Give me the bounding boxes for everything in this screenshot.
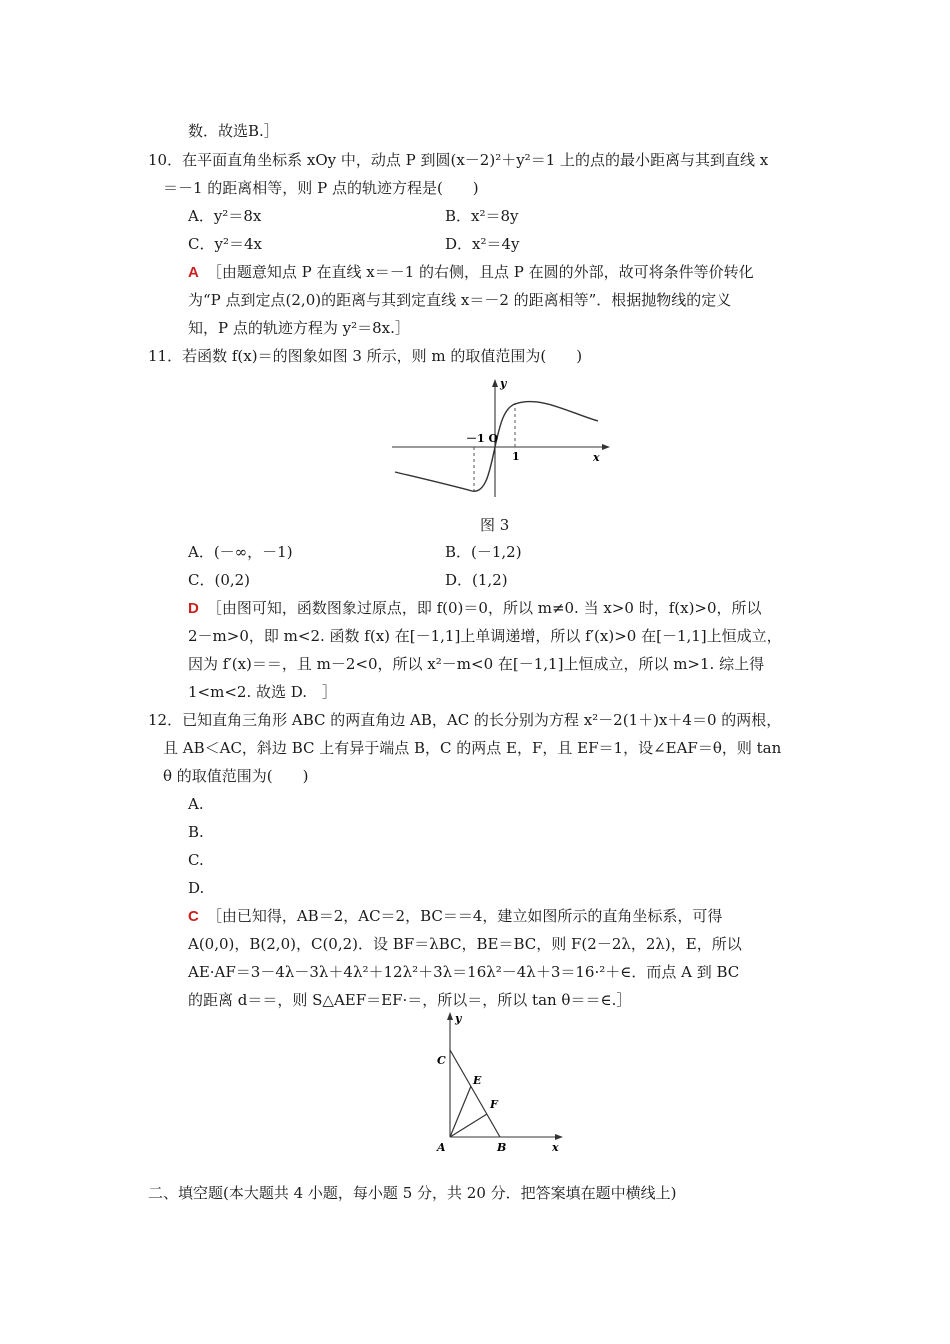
- q12-stem: θ 的取值范围为( ): [163, 767, 309, 785]
- point-f-label: F: [490, 1098, 498, 1111]
- section2-title: 二、填空题(本大题共 4 小题，每小题 5 分，共 20 分．把答案填在题中横线上): [148, 1184, 677, 1202]
- q12-answer: C: [188, 908, 199, 925]
- q11-sol-line: ［由图可知，函数图象过原点，即 f(0)＝0，所以 m≠0. 当 x>0 时，f(x)>0，所以: [206, 599, 762, 617]
- y-arrow-icon: [447, 1012, 453, 1020]
- point-b-label: B: [497, 1141, 507, 1154]
- q12-sol-line: 的距离 d＝＝，则 S△AEF＝EF·＝，所以＝，所以 tan θ＝＝∈.］: [188, 991, 632, 1009]
- q12-option-d: D.: [188, 879, 205, 897]
- q10-sol-line: ［由题意知点 P 在直线 x＝－1 的右侧，且点 P 在圆的外部，故可将条件等价转化: [206, 263, 754, 281]
- q11-option-a: A．(－∞，－1): [188, 543, 293, 561]
- q10-option-a: A．y²＝8x: [188, 207, 262, 225]
- q12-option-a: A.: [188, 795, 204, 813]
- q11-option-d: D．(1,2): [445, 571, 508, 589]
- q11-sol-line: 因为 f′(x)＝＝，且 m－2<0，所以 x²－m<0 在[－1,1]上恒成立，所以 m>1. 综上得: [188, 655, 765, 673]
- point-c-label: C: [437, 1054, 446, 1067]
- q12-sol-line: ［由已知得，AB＝2，AC＝2，BC＝＝4，建立如图所示的直角坐标系，可得: [206, 907, 723, 925]
- q10-sol-line: 知，P 点的轨迹方程为 y²＝8x.］: [188, 319, 410, 337]
- q10-stem: ＝－1 的距离相等，则 P 点的轨迹方程是( ): [163, 179, 479, 197]
- q11-stem: 11．若函数 f(x)＝的图象如图 3 所示，则 m 的取值范围为( ): [148, 347, 583, 365]
- q10-option-c: C．y²＝4x: [188, 235, 262, 253]
- q12-stem: 且 AB＜AC，斜边 BC 上有异于端点 B，C 的两点 E，F，且 EF＝1，设∠EAF＝θ，则 tan: [163, 739, 782, 757]
- q11-sol-line: 2－m>0，即 m<2. 函数 f(x) 在[－1,1]上单调递增，所以 f′(x)>0 在[－1,1]上恒成立，: [188, 627, 782, 645]
- fig-y-label: y: [455, 1012, 462, 1025]
- x-arrow-icon: [602, 444, 610, 450]
- function-curve: [395, 402, 598, 492]
- fig-x-label: x: [552, 1141, 559, 1154]
- q10-stem: 10．在平面直角坐标系 xOy 中，动点 P 到圆(x－2)²＋y²＝1 上的点的最小距离与其到直线 x: [148, 151, 769, 169]
- fig3-caption: 图 3: [480, 516, 510, 534]
- fig3-tick-1: 1: [512, 450, 520, 463]
- q12-sol-line: A(0,0)，B(2,0)，C(0,2)．设 BF＝λBC，BE＝BC，则 F(2－2λ，2λ)，E，所以: [188, 935, 742, 953]
- q11-option-b: B．(－1,2): [445, 543, 522, 561]
- segment-ae: [450, 1086, 471, 1137]
- q12-sol-line: AE·AF＝3－4λ－3λ＋4λ²＋12λ²＋3λ＝16λ²－4λ＋3＝16·²＋∈．而点 A 到 BC: [188, 963, 740, 981]
- q11-sol-line: 1<m<2. 故选 D. ］: [188, 683, 338, 701]
- point-a-label: A: [437, 1141, 446, 1154]
- q12-option-b: B.: [188, 823, 204, 841]
- segment-bc: [450, 1050, 500, 1137]
- q11-figure: [390, 375, 615, 505]
- q11-option-c: C．(0,2): [188, 571, 251, 589]
- q10-answer: A: [188, 264, 199, 281]
- q10-sol-line: 为“P 点到定点(2,0)的距离与其到定直线 x＝－2 的距离相等”．根据抛物线的定义: [188, 291, 732, 309]
- intro-line: 数．故选B.］: [188, 122, 279, 140]
- q10-solution: [188, 261, 754, 284]
- fig3-y-label: y: [500, 377, 507, 390]
- q11-solution: [188, 597, 762, 620]
- point-e-label: E: [473, 1074, 482, 1087]
- q10-option-b: B．x²＝8y: [445, 207, 519, 225]
- segment-af: [450, 1114, 487, 1137]
- q10-option-d: D．x²＝4y: [445, 235, 520, 253]
- q12-option-c: C.: [188, 851, 204, 869]
- fig3-origin-label: －1 O: [466, 432, 499, 445]
- x-arrow-icon: [555, 1134, 563, 1140]
- q11-answer: D: [188, 600, 199, 617]
- q12-solution: [188, 905, 722, 928]
- q12-stem: 12．已知直角三角形 ABC 的两直角边 AB，AC 的长分别为方程 x²－2(1＋)x＋4＝0 的两根，: [148, 711, 782, 729]
- y-arrow-icon: [492, 379, 498, 387]
- fig3-x-label: x: [593, 451, 600, 464]
- q12-figure: [425, 1010, 570, 1160]
